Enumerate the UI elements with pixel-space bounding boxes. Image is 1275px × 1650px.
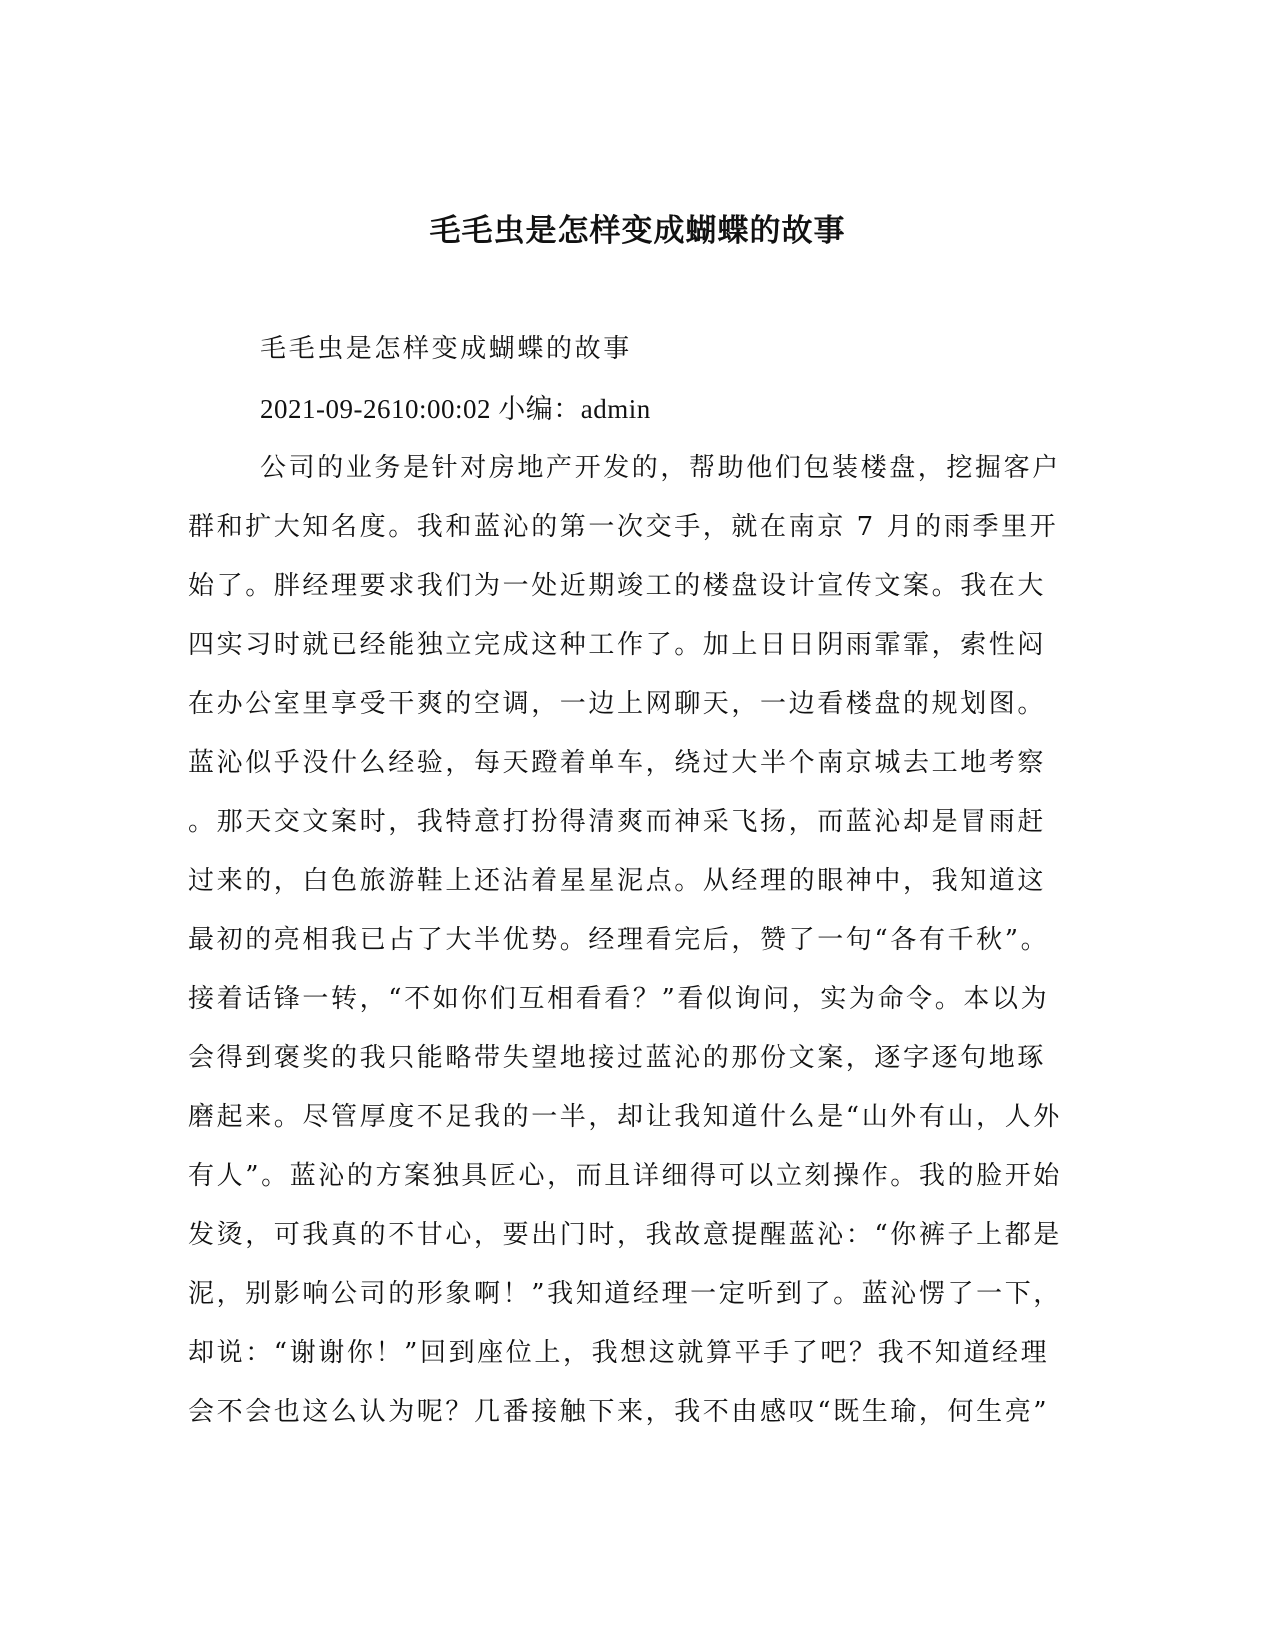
body-line-5: 在办公室里享受干爽的空调，一边上网聊天，一边看楼盘的规划图。 — [188, 689, 1047, 719]
body-line-7: 。那天交文案时，我特意打扮得清爽而神采飞扬，而蓝沁却是冒雨赶 — [188, 807, 1047, 837]
body-line-17: 会不会也这么认为呢？几番接触下来，我不由感叹“既生瑜，何生亮” — [188, 1397, 1050, 1427]
body-line-3: 始了。胖经理要求我们为一处近期竣工的楼盘设计宣传文案。我在大 — [188, 571, 1047, 601]
body-line-8: 过来的，白色旅游鞋上还沾着星星泥点。从经理的眼神中，我知道这 — [188, 866, 1047, 896]
article-subtitle: 毛毛虫是怎样变成蝴蝶的故事 — [260, 334, 632, 364]
body-line-14: 发烫，可我真的不甘心，要出门时，我故意提醒蓝沁：“你裤子上都是 — [188, 1220, 1062, 1250]
body-line-16: 却说：“谢谢你！”回到座位上，我想这就算平手了吧？我不知道经理 — [188, 1338, 1050, 1368]
article-meta: 2021-09-2610:00:02 小编：admin — [260, 394, 651, 424]
body-line-15: 泥，别影响公司的形象啊！”我知道经理一定听到了。蓝沁愣了一下， — [188, 1279, 1062, 1309]
body-line-6: 蓝沁似乎没什么经验，每天蹬着单车，绕过大半个南京城去工地考察 — [188, 748, 1047, 778]
body-line-1: 公司的业务是针对房地产开发的，帮助他们包装楼盘，挖掘客户 — [260, 453, 1061, 483]
body-line-2: 群和扩大知名度。我和蓝沁的第一次交手，就在南京 7 月的雨季里开 — [188, 512, 1059, 542]
body-line-4: 四实习时就已经能独立完成这种工作了。加上日日阴雨霏霏，索性闷 — [188, 630, 1047, 660]
body-line-9: 最初的亮相我已占了大半优势。经理看完后，赞了一句“各有千秋”。 — [188, 925, 1050, 955]
body-line-13: 有人”。蓝沁的方案独具匠心，而且详细得可以立刻操作。我的脸开始 — [188, 1161, 1062, 1191]
body-line-12: 磨起来。尽管厚度不足我的一半，却让我知道什么是“山外有山，人外 — [188, 1102, 1062, 1132]
body-line-10: 接着话锋一转，“不如你们互相看看？”看似询问，实为命令。本以为 — [188, 984, 1050, 1014]
document-title: 毛毛虫是怎样变成蝴蝶的故事 — [429, 213, 846, 249]
body-line-11: 会得到褒奖的我只能略带失望地接过蓝沁的那份文案，逐字逐句地琢 — [188, 1043, 1047, 1073]
